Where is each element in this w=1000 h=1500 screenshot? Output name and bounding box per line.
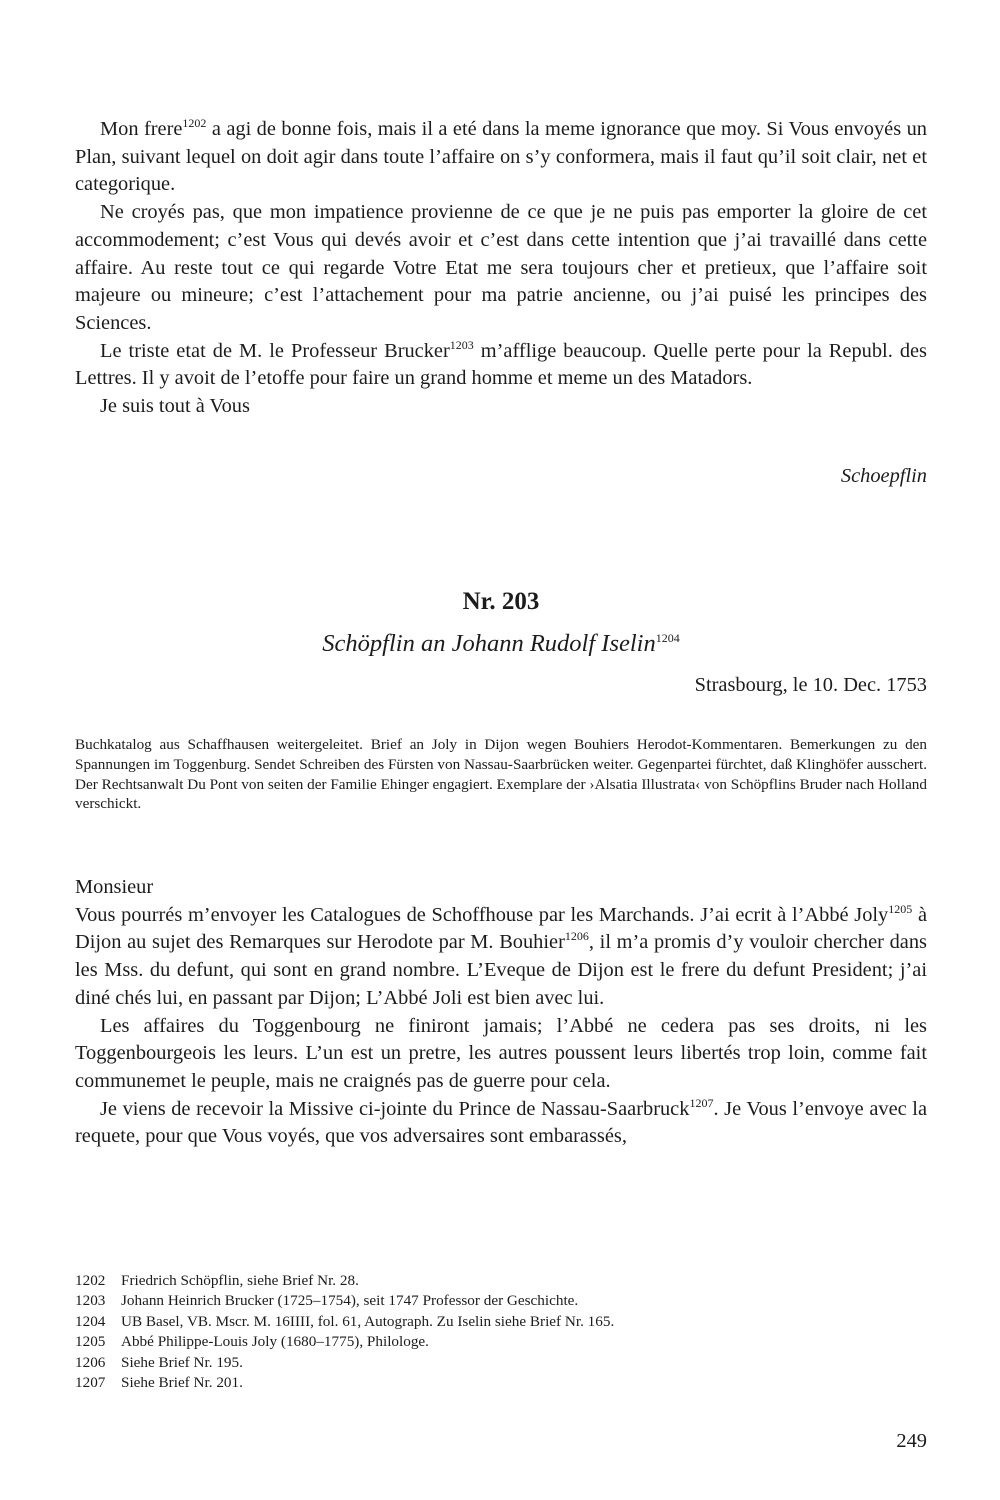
salutation: Monsieur (75, 876, 154, 898)
footnote (75, 1312, 927, 1332)
footnotes (75, 1271, 927, 1393)
paragraph: Les affaires du Toggenbourg ne finiront jamais; l’Abbé ne cedera pas ses droits, ni les Toggenbourgeois les leurs. L’un est un pretre, les autres poussent leurs libertés trop loin, comme fait communemet le peuple, mais ne craignés pas de guerre pour cela. (75, 1014, 927, 1092)
letter-number: Nr. 203 (462, 588, 540, 615)
text-span: à Dijon au sujet des Remarques sur Herodote par M. Bouhier (75, 903, 928, 954)
footnote-ref: 1206 (564, 929, 589, 944)
footnote-number: 1207 (75, 1374, 106, 1392)
letter-summary (75, 735, 927, 814)
text-span: a agi de bonne fois, mais il a eté dans la meme ignorance que moy. Si Vous envoyés un Plan, suivant lequel on doit agir dans toute l’affaire on s’y conformera, mais il faut qu’il soit clair, net et categorique. (75, 118, 927, 196)
text-span: . Je Vous l’envoye avec la requete, pour que Vous voyés, que vos adversaires sont embarassés, (75, 1097, 928, 1148)
footnote (75, 1373, 927, 1393)
footnote-text: UB Basel, VB. Mscr. M. 16IIII, fol. 61, Autograph. Zu Iselin siehe Brief Nr. 165. (121, 1312, 615, 1330)
text-span: Le triste etat de M. le Professeur Brucker (100, 339, 450, 362)
letter-body (75, 874, 927, 1151)
previous-letter-text (75, 116, 927, 421)
footnote-ref: 1205 (888, 901, 913, 916)
footnote-number: 1205 (75, 1333, 106, 1351)
place-date: Strasbourg, le 10. Dec. 1753 (694, 674, 927, 696)
text-span: Vous pourrés m’envoyer les Catalogues de Schoffhouse par les Marchands. J’ai ecrit à l’Abbé Joly (75, 903, 889, 926)
footnote-ref: 1202 (182, 116, 207, 130)
paragraph: Ne croyés pas, que mon impatience provienne de ce que je ne puis pas emporter la gloire de cet accommodement; c’est Vous qui devés avoir et c’est dans cette intention que j’ai travaillé dans cette affaire. Au reste tout ce qui regarde Votre Etat me sera toujours cher et pretieux, que l’affaire soit majeure ou mineure; c’est l’attachement pour ma patrie ancienne, ou j’ai puisé les principes des Sciences. (75, 201, 927, 334)
footnote-text: Siehe Brief Nr. 201. (121, 1374, 243, 1392)
paragraph (75, 902, 927, 1013)
footnote-number: 1202 (75, 1272, 106, 1289)
footnote-text: Siehe Brief Nr. 195. (121, 1353, 243, 1371)
text-span: Je viens de recevoir la Missive ci-jointe du Prince de Nassau-Saarbruck (100, 1097, 690, 1120)
signature: Schoepflin (840, 465, 927, 487)
footnote (75, 1332, 927, 1352)
paragraph (75, 1096, 927, 1151)
footnote-ref: 1203 (449, 337, 474, 352)
paragraph (75, 116, 927, 199)
footnote (75, 1271, 927, 1291)
letter-title (75, 630, 927, 658)
text-span: m’afflige beaucoup. Quelle perte pour la Republ. des Lettres. Il y avoit de l’etoffe pour faire un grand homme et meme un des Matadors. (75, 339, 927, 390)
page-number: 249 (896, 1430, 927, 1452)
letter-title-text: Schöpflin an Johann Rudolf Iselin (322, 630, 656, 657)
footnote (75, 1353, 927, 1373)
text-span: Mon frere (100, 118, 183, 140)
summary-text: Buchkatalog aus Schaffhausen weitergeleitet. Brief an Joly in Dijon wegen Bouhiers Herodot-Kommentaren. Bemerkungen zu den Spannungen im Toggenburg. Sendet Schreiben des Fürsten von Nassau-Saarbrücken weiter. Gegenpartei fürchtet, daß Klinghöfer ausschert. Der Rechtsanwalt Du Pont von seiten der Familie Ehinger engagiert. Exemplare der ›Alsatia Illustrata‹ von Schöpflins Bruder nach Holland verschickt. (75, 736, 927, 813)
text-span: , il m’a promis d’y vouloir chercher dans les Mss. du defunt, qui sont en grand nombre. L’Eveque de Dijon est le frere du defunt President; j’ai diné chés lui, en passant par Dijon; L’Abbé Joli est bien avec lui. (75, 931, 927, 1009)
footnote-number: 1206 (75, 1353, 106, 1371)
paragraph (75, 338, 927, 393)
footnote-ref: 1204 (655, 631, 680, 645)
footnote-ref: 1207 (689, 1095, 714, 1110)
page (75, 0, 927, 1500)
footnote-text: Friedrich Schöpflin, siehe Brief Nr. 28. (121, 1272, 359, 1289)
footnote-number: 1203 (75, 1292, 106, 1310)
footnote-text: Johann Heinrich Brucker (1725–1754), seit 1747 Professor der Geschichte. (121, 1292, 579, 1310)
footnote-text: Abbé Philippe-Louis Joly (1680–1775), Philologe. (121, 1333, 429, 1351)
footnote (75, 1291, 927, 1311)
footnote-number: 1204 (75, 1312, 106, 1330)
closing-line: Je suis tout à Vous (100, 395, 250, 418)
